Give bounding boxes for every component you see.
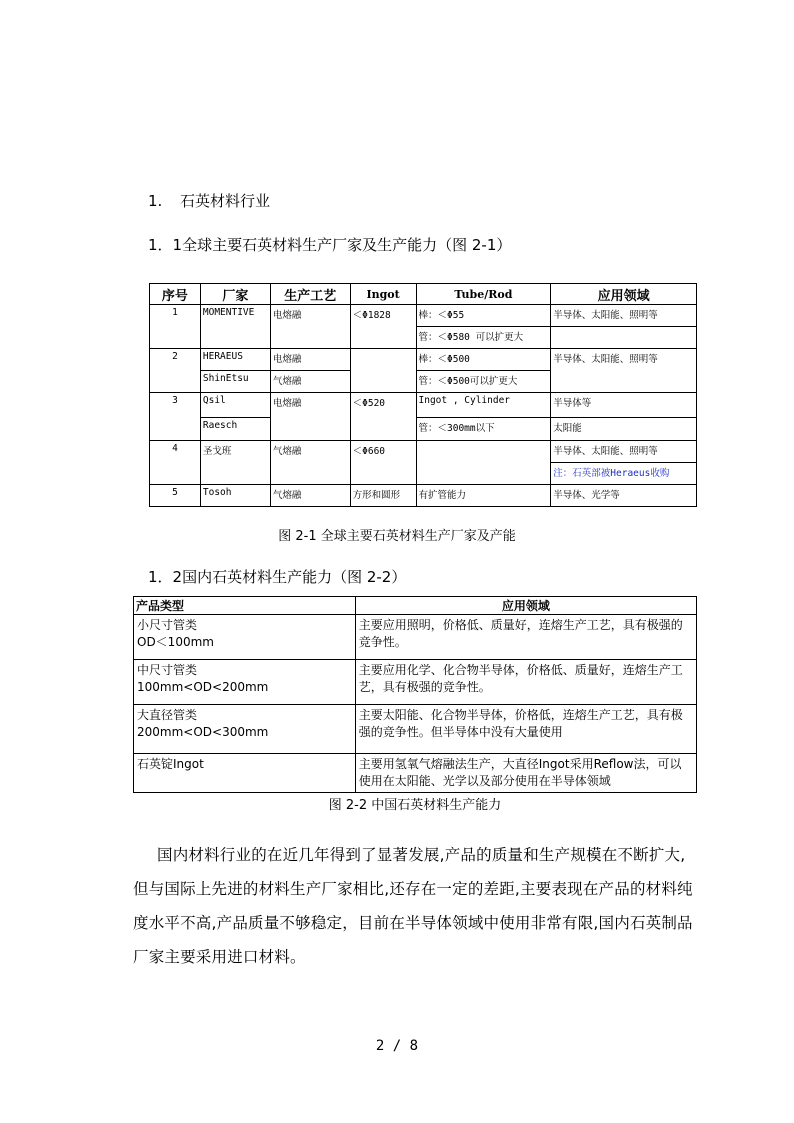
table-header-row: [150, 284, 697, 305]
cell-maker: HERAEUS: [200, 349, 270, 371]
cell-tube: 有扩管能力: [416, 485, 551, 507]
product-type-name: 中尺寸管类: [137, 663, 198, 677]
section-number: 1.: [148, 192, 163, 210]
cell-ingot: ＜Φ660: [350, 441, 416, 485]
cell-process: 电熔融: [270, 349, 350, 371]
product-type-size: OD＜100mm: [137, 635, 214, 649]
table-row: [150, 418, 697, 441]
cell-ingot: 方形和圆形: [350, 485, 416, 507]
cell-tube: 管：＜Φ580 可以扩更大: [416, 327, 551, 349]
cell-tube: 棒：＜Φ55: [416, 305, 551, 327]
header-product-type: 产品类型: [134, 597, 356, 615]
product-type-name: 石英锭Ingot: [137, 757, 204, 771]
cell-application: 半导体、光学等: [551, 485, 697, 507]
figure-caption-2-1: 图 2-1 全球主要石英材料生产厂家及产能: [278, 529, 516, 544]
cell-maker: ShinEtsu: [200, 371, 270, 393]
cell-product-type: [134, 615, 356, 660]
cell-maker: Qsil: [200, 393, 270, 418]
cell-maker: Raesch: [200, 418, 270, 441]
cell-tube: [416, 441, 551, 485]
cell-no: 5: [150, 485, 201, 507]
table-row: [150, 305, 697, 327]
cell-process: 电熔融: [270, 305, 350, 349]
cell-application: 主要应用化学、化合物半导体，价格低、质量好，连熔生产工艺，具有极强的竞争性。: [355, 660, 696, 705]
cell-application: 半导体、太阳能、照明等: [551, 349, 697, 393]
table-row: [134, 615, 697, 660]
header-application: 应用领域: [355, 597, 696, 615]
product-type-size: 200mm<OD<300mm: [137, 725, 269, 739]
cell-no: 3: [150, 393, 201, 441]
header-maker: 厂家: [200, 284, 270, 305]
header-tube-rod: Tube/Rod: [416, 284, 551, 305]
figure-caption-2-2: 图 2-2 中国石英材料生产能力: [328, 798, 502, 813]
cell-application: 太阳能: [551, 418, 697, 441]
table-row: [134, 754, 697, 793]
cell-application: 半导体、太阳能、照明等: [551, 441, 697, 463]
product-type-name: 大直径管类: [137, 708, 198, 722]
cell-product-type: [134, 660, 356, 705]
cell-application: 半导体等: [551, 393, 697, 418]
cell-application: 半导体、太阳能、照明等: [551, 305, 697, 327]
cell-ingot: [350, 349, 416, 393]
header-ingot: Ingot: [350, 284, 416, 305]
subsection-heading-1-2: 1．2国内石英材料生产能力（图 2-2）: [148, 568, 407, 586]
product-type-name: 小尺寸管类: [137, 618, 198, 632]
cell-maker: 圣戈班: [200, 441, 270, 485]
cell-process: 气熔融: [270, 371, 350, 393]
page-number: 2 / 8: [375, 1038, 419, 1054]
table-row: [150, 393, 697, 418]
cell-tube: 管：＜300mm以下: [416, 418, 551, 441]
cell-no: 4: [150, 441, 201, 485]
table-row: [134, 660, 697, 705]
header-process: 生产工艺: [270, 284, 350, 305]
body-paragraph: 国内材料行业的在近几年得到了显著发展,产品的质量和生产规模在不断扩大, 但与国际上先进的材料生产厂家相比,还存在一定的差距,主要表现在产品的材料纯度水平不高,产品质量不够稳定，目前在半导体领域中使用非常有限,国内石英制品厂家主要采用进口材料。: [133, 846, 693, 966]
global-manufacturers-table: [149, 283, 697, 507]
cell-product-type: [134, 705, 356, 754]
table-header-row: [134, 597, 697, 615]
table-row: [150, 441, 697, 463]
cell-no: 1: [150, 305, 201, 349]
header-application: 应用领域: [551, 284, 697, 305]
cell-tube: 棒：＜Φ500: [416, 349, 551, 371]
product-type-size: 100mm<OD<200mm: [137, 680, 269, 694]
cell-maker: MOMENTIVE: [200, 305, 270, 349]
cell-no: 2: [150, 349, 201, 393]
cell-process: 气熔融: [270, 441, 350, 485]
cell-process: 电熔融: [270, 393, 350, 441]
table-row: [150, 485, 697, 507]
cell-process: 气熔融: [270, 485, 350, 507]
cell-product-type: [134, 754, 356, 793]
cell-tube: 管：＜Φ500可以扩更大: [416, 371, 551, 393]
cell-ingot: ＜Φ1828: [350, 305, 416, 349]
cell-tube: Ingot , Cylinder: [416, 393, 551, 418]
header-no: 序号: [150, 284, 201, 305]
subsection-heading-1-1: 1．1全球主要石英材料生产厂家及生产能力（图 2-1）: [148, 236, 512, 254]
table-row: [134, 705, 697, 754]
cell-application: [551, 327, 697, 349]
cell-application: 主要应用照明，价格低、质量好，连熔生产工艺，具有极强的竞争性。: [355, 615, 696, 660]
cell-application-note: 注：石英部被Heraeus收购: [551, 463, 697, 485]
cell-ingot: ＜Φ520: [350, 393, 416, 441]
domestic-capacity-table: [133, 596, 697, 793]
table-row: [150, 349, 697, 371]
cell-application: 主要太阳能、化合物半导体，价格低，连熔生产工艺，具有极强的竞争性。但半导体中没有大量使用: [355, 705, 696, 754]
section-title: 石英材料行业: [180, 192, 271, 210]
cell-application: 主要用氢氧气熔融法生产，大直径Ingot采用Reflow法，可以使用在太阳能、光学以及部分使用在半导体领域: [355, 754, 696, 793]
cell-maker: Tosoh: [200, 485, 270, 507]
section-heading-1: [148, 190, 270, 211]
